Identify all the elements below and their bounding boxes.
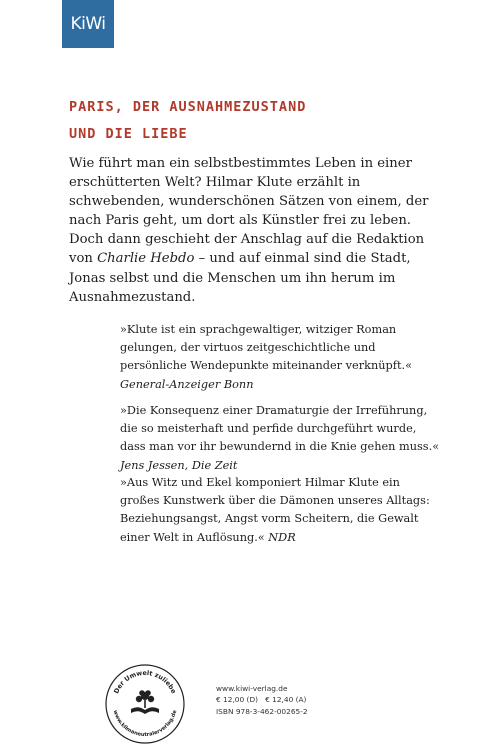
review-quote-2: [120, 402, 440, 475]
quote-text: »Aus Witz und Ekel komponiert Hilmar Klute ein großes Kunstwerk über die Dämonen unseres Alltags: Beziehungsangst, Angst vorm Scheitern, die Gewalt einer Welt in Auflösung.«: [120, 476, 430, 544]
headline-line-2: UND DIE LIEBE: [69, 126, 188, 142]
quote-text: »Klute ist ein sprachgewaltiger, witziger Roman gelungen, der virtuos zeitgeschichtliche und persönliche Wendepunkte miteinander verknüpft.«: [120, 323, 412, 373]
quote-source: Jens Jessen, Die Zeit: [120, 458, 238, 472]
intro-text-after: – und auf einmal sind die Stadt, Jonas selbst und die Menschen um ihn herum im Ausnahmezustand.: [69, 251, 411, 305]
review-quote-3: [120, 474, 440, 547]
intro-paragraph: [69, 154, 439, 307]
headline-line-1: PARIS, DER AUSNAHMEZUSTAND: [69, 99, 307, 115]
magazine-title: Charlie Hebdo: [97, 251, 195, 267]
isbn: ISBN 978-3-462-00265-2: [216, 706, 308, 716]
publisher-url: www.kiwi-verlag.de: [216, 684, 288, 693]
eco-badge-top-text: Der Umwelt zuliebe: [112, 668, 178, 695]
quote-text: »Die Konsequenz einer Dramaturgie der Irreführung, die so meisterhaft und perfide durchgeführt wurde, dass man vor ihr bewundernd in die Knie gehen muss.«: [120, 404, 440, 454]
quote-source: General-Anzeiger Bonn: [120, 377, 254, 391]
book-metadata: [216, 683, 308, 717]
headline: [69, 94, 429, 148]
eco-badge-icon: [104, 663, 186, 745]
publisher-logo: KiWi: [62, 0, 114, 48]
book-tree-icon: [131, 690, 159, 714]
price: € 12,00 (D) € 12,40 (A): [216, 695, 307, 705]
review-quote-1: [120, 321, 440, 394]
eco-badge-bottom-text: www.klimaneutralerverlag.de: [111, 709, 179, 739]
quote-source: NDR: [268, 530, 296, 544]
intro-text-before: Wie führt man ein selbstbestimmtes Leben in einer erschütterten Welt? Hilmar Klute erzählt in schwebenden, wunderschönen Sätzen von einem, der nach Paris geht, um dort als Künstler frei zu leben. Doch dann geschieht der Anschlag auf die Redaktion von: [69, 156, 429, 267]
